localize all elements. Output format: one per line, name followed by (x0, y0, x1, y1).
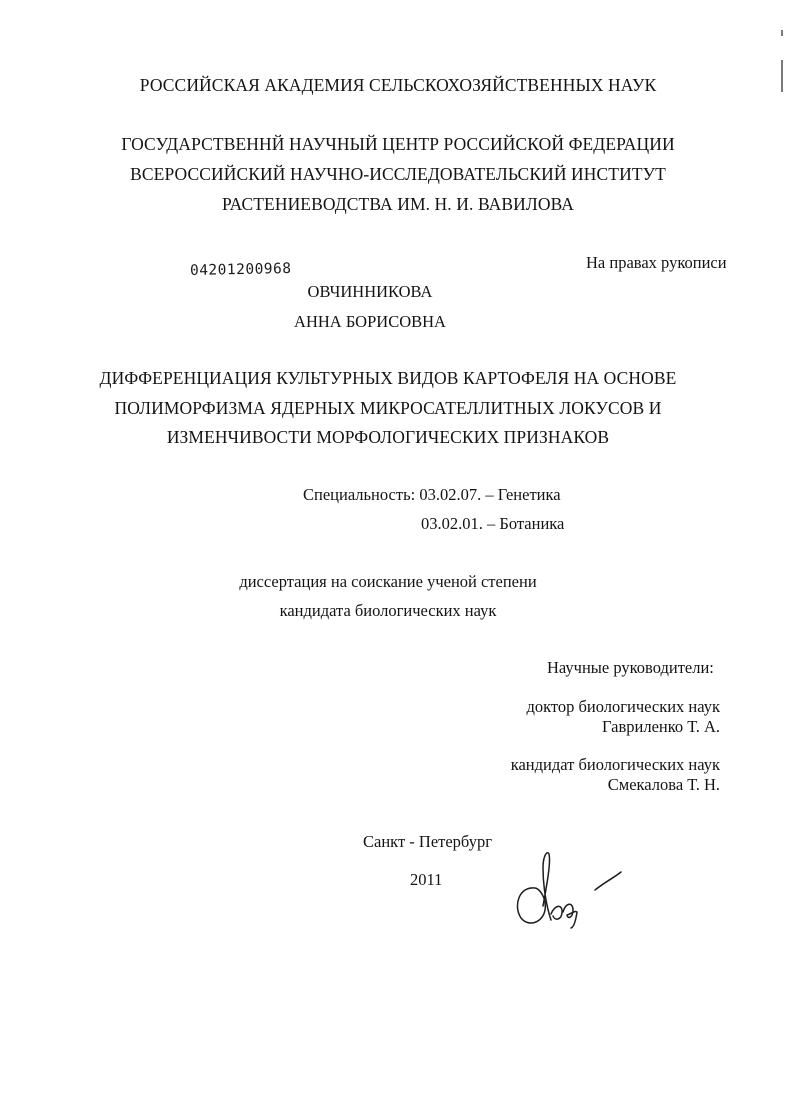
institute-line: ГОСУДАРСТВЕННЙ НАУЧНЫЙ ЦЕНТР РОССИЙСКОЙ ФЕДЕРАЦИИ (121, 134, 675, 154)
specialty-label: Специальность: (303, 485, 416, 504)
supervisor-name: Гавриленко Т. А. (602, 717, 720, 736)
author-surname: ОВЧИННИКОВА (307, 282, 433, 301)
thesis-title-line: ДИФФЕРЕНЦИАЦИЯ КУЛЬТУРНЫХ ВИДОВ КАРТОФЕЛЯ НА ОСНОВЕ (99, 368, 677, 388)
author-given-names: АННА БОРИСОВНА (294, 312, 446, 331)
city: Санкт - Петербург (363, 832, 492, 851)
institute-line: ВСЕРОССИЙСКИЙ НАУЧНО-ИССЛЕДОВАТЕЛЬСКИЙ ИНСТИТУТ (130, 164, 666, 184)
supervisor-name: Смекалова Т. Н. (607, 775, 720, 794)
institute-line: РАСТЕНИЕВОДСТВА ИМ. Н. И. ВАВИЛОВА (222, 194, 574, 214)
specialty-botany: 03.02.01. – Ботаника (421, 514, 565, 533)
specialty-row (303, 485, 561, 505)
thesis-title-line: ИЗМЕНЧИВОСТИ МОРФОЛОГИЧЕСКИХ ПРИЗНАКОВ (166, 427, 610, 447)
year: 2011 (410, 870, 443, 889)
registration-number-stamp: 04201200968 (189, 260, 292, 280)
degree-line: диссертация на соискание ученой степени (239, 572, 537, 591)
academy-name: РОССИЙСКАЯ АКАДЕМИЯ СЕЛЬСКОХОЗЯЙСТВЕННЫХ НАУК (139, 75, 657, 95)
handwritten-signature (505, 848, 630, 933)
scan-edge-mark (781, 30, 783, 36)
thesis-title-line: ПОЛИМОРФИЗМА ЯДЕРНЫХ МИКРОСАТЕЛЛИТНЫХ ЛОКУСОВ И (114, 398, 662, 418)
manuscript-rights: На правах рукописи (586, 253, 727, 272)
supervisor-degree: кандидат биологических наук (510, 755, 720, 774)
specialty-genetics: 03.02.07. – Генетика (419, 485, 561, 504)
supervisor-degree: доктор биологических наук (526, 697, 720, 716)
supervisors-heading: Научные руководители: (547, 658, 714, 677)
degree-line: кандидата биологических наук (279, 601, 497, 620)
